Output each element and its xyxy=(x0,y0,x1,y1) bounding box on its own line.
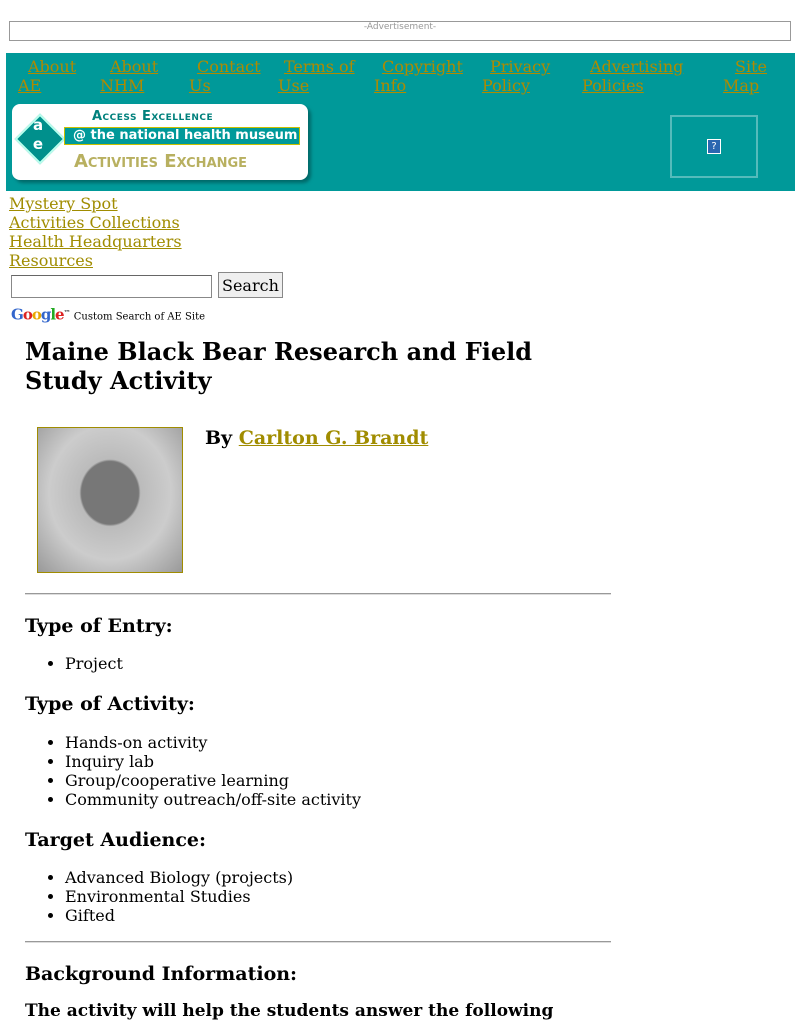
section-heading: Type of Activity: xyxy=(25,693,195,715)
nav-copyright-info[interactable]: Copyright Info xyxy=(374,57,463,95)
nav-terms-of-use[interactable]: Terms of Use xyxy=(278,57,355,95)
entry-type-list xyxy=(25,654,123,673)
divider xyxy=(25,593,611,595)
search-button[interactable]: Search xyxy=(218,272,283,298)
activities-exchange-logo[interactable] xyxy=(12,104,308,180)
broken-image-icon: ? xyxy=(707,139,721,154)
background-heading: Background Information: xyxy=(25,963,298,985)
activity-type-list xyxy=(25,733,361,809)
side-links xyxy=(9,194,182,270)
list-item: • Gifted xyxy=(65,906,293,925)
list-item: • Project xyxy=(65,654,123,673)
list-item: • Group/cooperative learning xyxy=(65,771,361,790)
trademark: ™ xyxy=(63,309,71,317)
nav-about-ae[interactable]: About AE xyxy=(18,57,77,95)
advertisement-banner[interactable]: -Advertisement- xyxy=(9,21,791,41)
logo-line1: Access Excellence xyxy=(92,109,214,124)
search-caption: Custom Search of AE Site xyxy=(73,311,206,323)
google-custom-search-label xyxy=(11,304,205,326)
section-heading: Type of Entry: xyxy=(25,615,173,637)
link-mystery-spot[interactable]: Mystery Spot xyxy=(9,194,118,213)
author-byline xyxy=(205,427,428,449)
by-label: By xyxy=(205,427,233,449)
list-item: • Inquiry lab xyxy=(65,752,361,771)
header-band xyxy=(6,53,795,191)
page-title: Maine Black Bear Research and Field Study Activity xyxy=(25,337,533,395)
logo-line2: @ the national health museum xyxy=(64,127,300,145)
nav-advertising-policies[interactable]: Advertising Policies xyxy=(582,57,684,95)
nav-contact-us[interactable]: Contact Us xyxy=(189,57,261,95)
link-health-headquarters[interactable]: Health Headquarters xyxy=(9,232,182,251)
link-resources[interactable]: Resources xyxy=(9,251,93,270)
author-link[interactable]: Carlton G. Brandt xyxy=(238,427,429,449)
list-item: • Environmental Studies xyxy=(65,887,293,906)
list-item: • Advanced Biology (projects) xyxy=(65,868,293,887)
link-activities-collections[interactable]: Activities Collections xyxy=(9,213,180,232)
author-photo xyxy=(37,427,183,573)
logo-line3: Activities Exchange xyxy=(74,151,248,172)
divider xyxy=(25,941,611,943)
section-heading: Target Audience: xyxy=(25,829,207,851)
ad-image-box[interactable] xyxy=(670,115,758,178)
nav-site-map[interactable]: Site Map xyxy=(723,57,767,95)
search-input[interactable] xyxy=(11,275,212,298)
logo-mark: ae xyxy=(32,116,44,153)
nav-about-nhm[interactable]: About NHM xyxy=(100,57,159,95)
google-logo: Google xyxy=(11,305,64,324)
list-item: • Community outreach/off-site activity xyxy=(65,790,361,809)
audience-list xyxy=(25,868,293,925)
list-item: • Hands-on activity xyxy=(65,733,361,752)
background-intro: The activity will help the students answer the following xyxy=(25,1001,554,1021)
nav-privacy-policy[interactable]: Privacy Policy xyxy=(482,57,551,95)
